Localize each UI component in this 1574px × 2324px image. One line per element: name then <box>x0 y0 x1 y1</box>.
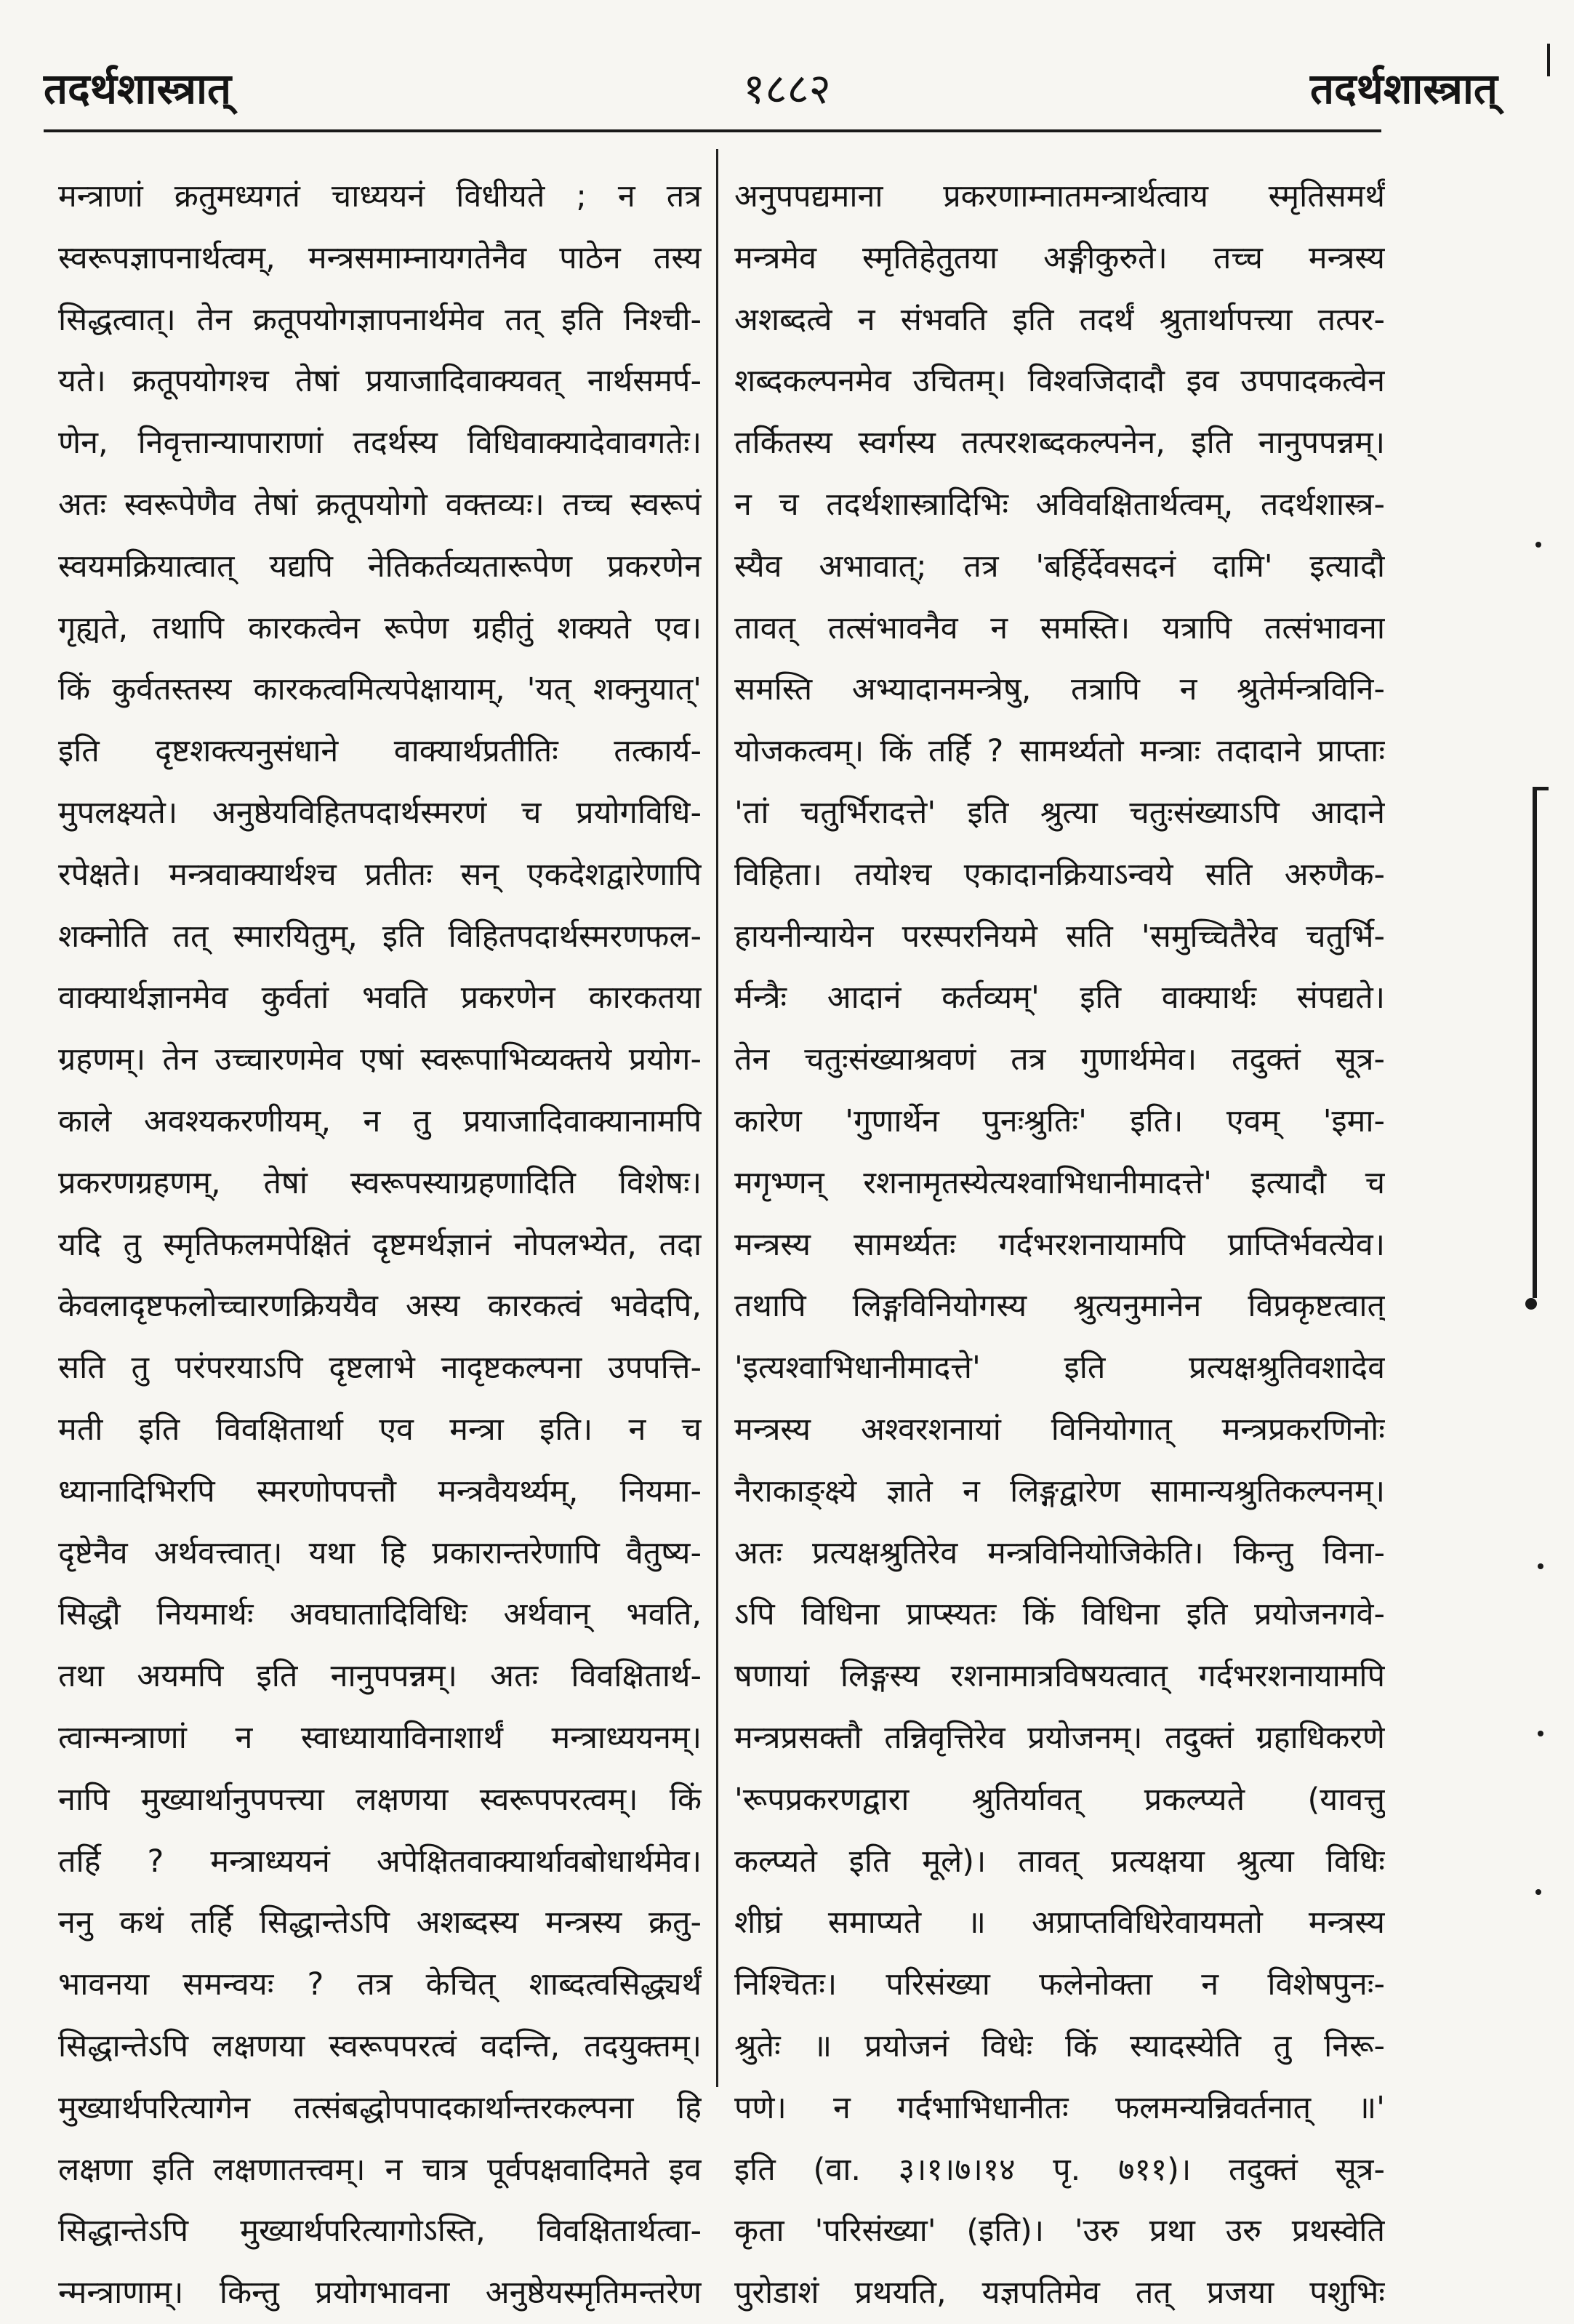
text-line: न च तदर्थशास्त्रादिभिः अविवक्षितार्थत्वम्, तदर्थशास्त्र- <box>734 486 1385 523</box>
text-line: यदि तु स्मृतिफलमपेक्षितं दृष्टमर्थज्ञानं नोपलभ्येत, तदा <box>58 1226 702 1263</box>
text-line: प्रकरणग्रहणम्, तेषां स्वरूपस्याग्रहणादिति विशेषः। <box>58 1164 702 1201</box>
text-line: कृता 'परिसंख्या' (इति)। 'उरु प्रथा उरु प्रथस्वेति <box>734 2213 1385 2250</box>
text-line: श्रुतेः ॥ प्रयोजनं विधेः किं स्यादस्येति तु निरू- <box>734 2027 1385 2064</box>
text-line: ध्यानादिभिरपि स्मरणोपपत्तौ मन्त्रवैयर्थ्यम्, नियमा- <box>58 1472 702 1510</box>
text-line: तथापि लिङ्गविनियोगस्य श्रुत्यनुमानेन विप्रकृष्टत्वात् <box>734 1288 1385 1325</box>
text-line: तथा अयमपि इति नानुपपन्नम्। अतः विवक्षितार्थ- <box>58 1658 702 1695</box>
text-line: तावत् तत्संभावनैव न समस्ति। यत्रापि तत्संभावना <box>734 609 1385 646</box>
text-line: रपेक्षते। मन्त्रवाक्यार्थश्च प्रतीतः सन् एकदेशद्वारेणापि <box>58 856 702 893</box>
text-line: मती इति विवक्षितार्था एव मन्त्रा इति। न च <box>58 1411 702 1448</box>
text-line: सिद्धान्तेऽपि लक्षणया स्वरूपपरत्वं वदन्ति, तदयुक्तम्। <box>58 2027 702 2064</box>
text-line: शीघ्रं समाप्यते ॥ अप्राप्तविधिरेवायमतो मन्त्रस्य <box>734 1904 1385 1942</box>
left-column <box>58 166 702 2324</box>
text-line: सिद्धान्तेऽपि मुख्यार्थपरित्यागोऽस्ति, विवक्षितार्थत्वा- <box>58 2213 702 2250</box>
text-line: स्वरूपज्ञापनार्थत्वम्, मन्त्रसमाम्नायगतेनैव पाठेन तस्य <box>58 239 702 276</box>
running-head-right: तदर्थशास्त्रात् <box>1309 64 1498 113</box>
text-line: अशब्दत्वे न संभवति इति तदर्थं श्रुतार्थापत्त्या तत्पर- <box>734 301 1385 338</box>
right-column <box>734 166 1385 2324</box>
text-line: विहिता। तयोश्च एकादानक्रियाऽन्वये सति अरुणैक- <box>734 856 1385 893</box>
text-line: 'इत्यश्वाभिधानीमादत्ते' इति प्रत्यक्षश्रुतिवशादेव <box>734 1350 1385 1387</box>
text-line: त्वान्मन्त्राणां न स्वाध्यायाविनाशार्थं मन्त्राध्ययनम्। <box>58 1719 702 1756</box>
text-line: काले अवश्यकरणीयम्, न तु प्रयाजादिवाक्यानामपि <box>58 1102 702 1139</box>
margin-mark <box>1547 44 1550 76</box>
text-line: नापि मुख्यार्थानुपपत्त्या लक्षणया स्वरूपपरत्वम्। किं <box>58 1781 702 1818</box>
text-line: 'रूपप्रकरणद्वारा श्रुतिर्यावत् प्रकल्प्यते (यावत्तु <box>734 1781 1385 1818</box>
text-line: ऽपि विधिना प्राप्स्यतः किं विधिना इति प्रयोजनगवे- <box>734 1596 1385 1633</box>
text-line: 'तां चतुर्भिरादत्ते' इति श्रुत्या चतुःसंख्याऽपि आदाने <box>734 794 1385 831</box>
text-line: हायनीन्यायेन परस्परनियमे सति 'समुच्चितैरेव चतुर्भि- <box>734 918 1385 955</box>
margin-mark <box>1525 1298 1537 1310</box>
text-line: मन्त्रस्य अश्वरशनायां विनियोगात् मन्त्रप्रकरणिनोः <box>734 1411 1385 1448</box>
text-line: इति दृष्टशक्त्यनुसंधाने वाक्यार्थप्रतीतिः तत्कार्य- <box>58 733 702 770</box>
margin-mark <box>1535 542 1541 548</box>
text-line: केवलादृष्टफलोच्चारणक्रिययैव अस्य कारकत्वं भवेदपि, <box>58 1288 702 1325</box>
text-line: कारेण 'गुणार्थेन पुनःश्रुतिः' इति। एवम् 'इमा- <box>734 1102 1385 1139</box>
text-line: यते। क्रतूपयोगश्च तेषां प्रयाजादिवाक्यवत् नार्थसमर्प- <box>58 363 702 400</box>
margin-mark <box>1538 1731 1543 1736</box>
text-line: तेन चतुःसंख्याश्रवणं तत्र गुणार्थमेव। तदुक्तं सूत्र- <box>734 1041 1385 1078</box>
margin-bracket <box>1533 789 1537 1298</box>
text-line: लक्षणा इति लक्षणातत्त्वम्। न चात्र पूर्वपक्षवादिमते इव <box>58 2151 702 2188</box>
margin-mark <box>1538 1563 1543 1569</box>
margin-mark <box>1535 1889 1541 1895</box>
text-line: शब्दकल्पनमेव उचितम्। विश्वजिदादौ इव उपपादकत्वेन <box>734 363 1385 400</box>
text-line: अतः स्वरूपेणैव तेषां क्रतूपयोगो वक्तव्यः। तच्च स्वरूपं <box>58 486 702 523</box>
text-line: णेन, निवृत्तान्यापाराणां तदर्थस्य विधिवाक्यादेवावगतेः। <box>58 425 702 462</box>
text-line: तर्कितस्य स्वर्गस्य तत्परशब्दकल्पनेन, इति नानुपपन्नम्। <box>734 425 1385 462</box>
text-line: षणायां लिङ्गस्य रशनामात्रविषयत्वात् गर्दभरशनायामपि <box>734 1658 1385 1695</box>
text-line: मुपलक्ष्यते। अनुष्ठेयविहितपदार्थस्मरणं च प्रयोगविधि- <box>58 794 702 831</box>
text-line: भावनया समन्वयः ? तत्र केचित् शाब्दत्वसिद्ध्यर्थं <box>58 1966 702 2003</box>
text-line: ननु कथं तर्हि सिद्धान्तेऽपि अशब्दस्य मन्त्रस्य क्रतु- <box>58 1904 702 1942</box>
text-line: सिद्धौ नियमार्थः अवघातादिविधिः अर्थवान् भवति, <box>58 1596 702 1633</box>
text-line: मन्त्राणां क्रतुमध्यगतं चाध्ययनं विधीयते ; न तत्र <box>58 178 702 215</box>
text-line: र्मन्त्रैः आदानं कर्तव्यम्' इति वाक्यार्थः संपद्यते। <box>734 979 1385 1017</box>
text-line: मुख्यार्थपरित्यागेन तत्संबद्धोपपादकार्थान्तरकल्पना हि <box>58 2089 702 2126</box>
text-line: योजकत्वम्। किं तर्हि ? सामर्थ्यतो मन्त्राः तदादाने प्राप्ताः <box>734 733 1385 770</box>
text-line: पणे। न गर्दभाभिधानीतः फलमन्यन्निवर्तनात् ॥' <box>734 2089 1385 2126</box>
text-line: इति (वा. ३।१।७।१४ पृ. ७११)। तदुक्तं सूत्र- <box>734 2151 1385 2188</box>
text-line: गृह्यते, तथापि कारकत्वेन रूपेण ग्रहीतुं शक्यते एव। <box>58 609 702 646</box>
running-head-left: तदर्थशास्त्रात् <box>44 64 232 113</box>
text-line: समस्ति अभ्यादानमन्त्रेषु, तत्रापि न श्रुतेर्मन्त्रविनि- <box>734 671 1385 708</box>
text-line: मन्त्रस्य सामर्थ्यतः गर्दभरशनायामपि प्राप्तिर्भवत्येव। <box>734 1226 1385 1263</box>
text-line: मगृभ्णन् रशनामृतस्येत्यश्वाभिधानीमादत्ते' इत्यादौ च <box>734 1164 1385 1201</box>
text-line: दृष्टेनैव अर्थवत्त्वात्। यथा हि प्रकारान्तरेणापि वैतुष्य- <box>58 1534 702 1571</box>
text-line: तर्हि ? मन्त्राध्ययनं अपेक्षितवाक्यार्थावबोधार्थमेव। <box>58 1843 702 1880</box>
text-line: सिद्धत्वात्। तेन क्रतूपयोगज्ञापनार्थमेव तत् इति निश्ची- <box>58 301 702 338</box>
text-line: सति तु परंपरयाऽपि दृष्टलाभे नादृष्टकल्पना उपपत्ति- <box>58 1350 702 1387</box>
text-line: किं कुर्वतस्तस्य कारकत्वमित्यपेक्षायाम्, 'यत् शक्नुयात्' <box>58 671 702 708</box>
text-line: नैराकाङ्क्ष्ये ज्ञाते न लिङ्गद्वारेण सामान्यश्रुतिकल्पनम्। <box>734 1472 1385 1510</box>
header-rule <box>44 129 1381 132</box>
text-line: मन्त्रप्रसक्तौ तन्निवृत्तिरेव प्रयोजनम्। तदुक्तं ग्रहाधिकरणे <box>734 1719 1385 1756</box>
page-header <box>44 58 1530 131</box>
text-line: अतः प्रत्यक्षश्रुतिरेव मन्त्रविनियोजिकेति। किन्तु विना- <box>734 1534 1385 1571</box>
text-line: अनुपपद्यमाना प्रकरणाम्नातमन्त्रार्थत्वाय स्मृतिसमर्थं <box>734 178 1385 215</box>
text-line: न्मन्त्राणाम्। किन्तु प्रयोगभावना अनुष्ठेयस्मृतिमन्तरेण <box>58 2275 702 2312</box>
text-line: पुरोडाशं प्रथयति, यज्ञपतिमेव तत् प्रजया पशुभिः <box>734 2275 1385 2312</box>
text-line: कल्प्यते इति मूले)। तावत् प्रत्यक्षया श्रुत्या विधिः <box>734 1843 1385 1880</box>
text-line: शक्नोति तत् स्मारयितुम्, इति विहितपदार्थस्मरणफल- <box>58 918 702 955</box>
text-line: ग्रहणम्। तेन उच्चारणमेव एषां स्वरूपाभिव्यक्तये प्रयोग- <box>58 1041 702 1078</box>
text-line: वाक्यार्थज्ञानमेव कुर्वतां भवति प्रकरणेन कारकतया <box>58 979 702 1017</box>
text-line: स्यैव अभावात्; तत्र 'बर्हिर्देवसदनं दामि' इत्यादौ <box>734 548 1385 585</box>
column-divider <box>716 149 718 2087</box>
text-line: मन्त्रमेव स्मृतिहेतुतया अङ्गीकुरुते। तच्च मन्त्रस्य <box>734 239 1385 276</box>
text-line: निश्चितः। परिसंख्या फलेनोक्ता न विशेषपुनः- <box>734 1966 1385 2003</box>
text-line: स्वयमक्रियात्वात् यद्यपि नेतिकर्तव्यतारूपेण प्रकरणेन <box>58 548 702 585</box>
page-number: १८८२ <box>743 64 831 113</box>
